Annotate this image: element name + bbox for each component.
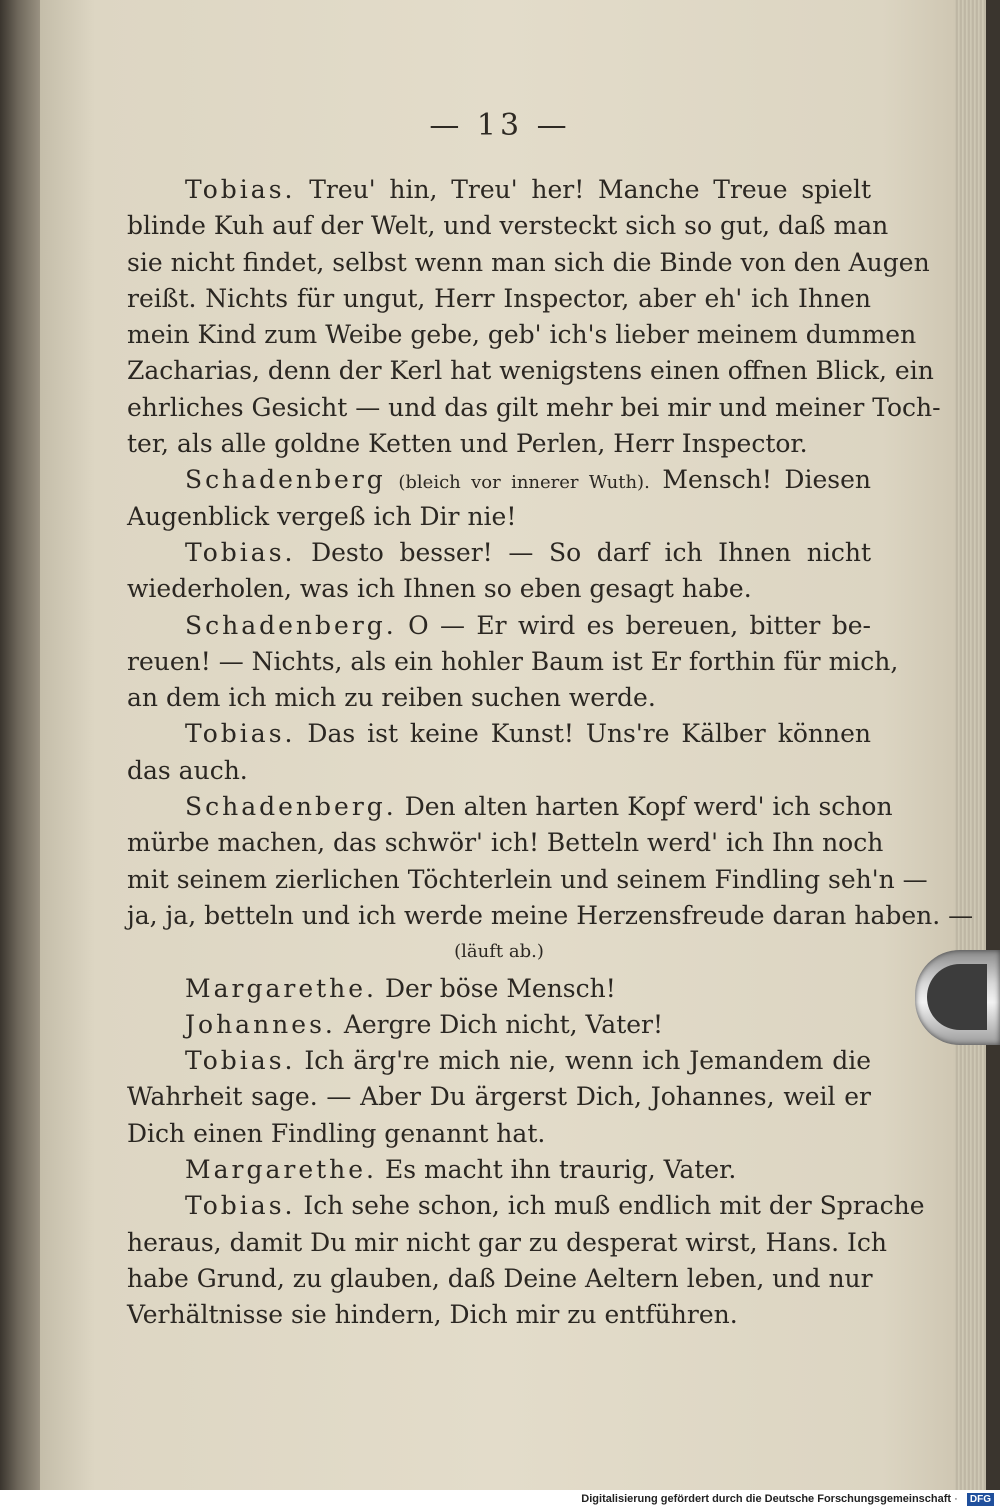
line-text: mein Kind zum Weibe gebe, geb' ich's lieber meinem dummen: [127, 320, 917, 350]
line-text: heraus, damit Du mir nicht gar zu desperat wirst, Hans. Ich: [127, 1227, 887, 1257]
speaker-name: Tobias.: [185, 1046, 296, 1076]
footer-separator: ·: [954, 1493, 958, 1505]
line-text: Es macht ihn traurig, Vater.: [384, 1155, 737, 1185]
text-line: [127, 245, 930, 281]
line-text: ter, als alle goldne Ketten und Perlen, Herr Inspector.: [127, 429, 808, 459]
text-line: [127, 390, 941, 426]
line-text: O — Er wird es bereuen, bitter be-: [408, 610, 871, 640]
line-text: mürbe machen, das schwör' ich! Betteln werd' ich Ihn noch: [127, 828, 884, 858]
text-line: [127, 571, 871, 607]
text-line: [127, 462, 871, 498]
line-text: Das ist keine Kunst! Uns're Kälber können: [307, 719, 871, 749]
speaker-name: Johannes.: [185, 1009, 336, 1039]
speaker-name: Schadenberg.: [185, 792, 397, 822]
speaker-name: Tobias.: [185, 175, 296, 204]
text-line: [127, 499, 871, 535]
text-line: [127, 1079, 871, 1115]
line-text: Wahrheit sage. — Aber Du ärgerst Dich, Johannes, weil er: [127, 1082, 871, 1112]
text-line: [127, 281, 871, 317]
text-line: [127, 1225, 887, 1261]
line-text: Mensch! Diesen: [662, 465, 871, 495]
line-text: reuen! — Nichts, als ein hohler Baum ist Er forthin für mich,: [127, 646, 899, 676]
line-text: habe Grund, zu glauben, daß Deine Aeltern leben, und nur: [127, 1263, 873, 1293]
line-text: sie nicht findet, selbst wenn man sich die Binde von den Augen: [127, 247, 930, 277]
text-line: [127, 317, 917, 353]
text-line: [127, 1188, 925, 1224]
speaker-name: Margarethe.: [185, 973, 377, 1003]
text-line: [127, 971, 871, 1007]
page-body-text: [127, 172, 974, 1334]
line-text: blinde Kuh auf der Welt, und versteckt sich so gut, daß man: [127, 211, 889, 241]
text-line: [127, 208, 889, 244]
stage-direction: (bleich vor innerer Wuth).: [398, 472, 650, 494]
text-line: [127, 898, 974, 934]
text-line: [127, 862, 928, 898]
line-text: das auch.: [127, 755, 248, 785]
text-line: [127, 934, 871, 970]
text-line: [127, 535, 871, 571]
text-line: [127, 1116, 871, 1152]
text-line: [127, 716, 871, 752]
text-line: [127, 608, 871, 644]
line-text: Den alten harten Kopf werd' ich schon: [404, 792, 893, 822]
text-line: [127, 1007, 871, 1043]
text-line: [127, 1261, 871, 1297]
line-text: Aergre Dich nicht, Vater!: [343, 1009, 664, 1039]
speaker-name: Schadenberg: [185, 465, 386, 495]
line-text: Verhältnisse sie hindern, Dich mir zu entführen.: [127, 1300, 738, 1330]
text-line: [127, 1152, 871, 1188]
scan-left-margin: [0, 0, 40, 1490]
text-line: [127, 680, 871, 716]
speaker-name: Tobias.: [185, 719, 296, 749]
line-text: an dem ich mich zu reiben suchen werde.: [127, 683, 656, 713]
line-text: Treu' hin, Treu' her! Manche Treue spielt: [309, 175, 871, 204]
text-line: [127, 1043, 871, 1079]
line-text: Desto besser! — So darf ich Ihnen nicht: [311, 537, 872, 567]
speaker-name: Tobias.: [185, 537, 296, 567]
digitization-footer: [0, 1490, 1000, 1509]
text-line: [127, 353, 934, 389]
line-text: Augenblick vergeß ich Dir nie!: [127, 501, 517, 531]
text-line: [127, 825, 884, 861]
line-text: reißt. Nichts für ungut, Herr Inspector, aber eh' ich Ihnen: [127, 283, 871, 313]
text-line: [127, 753, 871, 789]
text-line: [127, 789, 893, 825]
speaker-name: Tobias.: [185, 1191, 296, 1221]
line-text: Dich einen Findling genannt hat.: [127, 1118, 546, 1148]
text-line: [127, 644, 899, 680]
funding-note: Digitalisierung gefördert durch die Deutsche Forschungsgemeinschaft: [581, 1493, 952, 1505]
text-line: [127, 426, 871, 462]
line-text: Ich sehe schon, ich muß endlich mit der Sprache: [303, 1191, 925, 1221]
speaker-name: Margarethe.: [185, 1155, 377, 1185]
line-text: ehrliches Gesicht — und das gilt mehr bei mir und meiner Toch-: [127, 392, 941, 422]
line-text: Zacharias, denn der Kerl hat wenigstens einen offnen Blick, ein: [127, 356, 934, 386]
page-stack-edge: [955, 0, 1000, 1490]
line-text: Der böse Mensch!: [384, 973, 616, 1003]
line-text: wiederholen, was ich Ihnen so eben gesagt habe.: [127, 574, 752, 604]
line-text: ja, ja, betteln und ich werde meine Herzensfreude daran haben. —: [127, 900, 974, 930]
line-text: Ich ärg're mich nie, wenn ich Jemandem die: [304, 1046, 871, 1076]
speaker-name: Schadenberg.: [185, 610, 397, 640]
page-number: — 13 —: [429, 108, 571, 143]
dfg-logo-icon: DFG: [967, 1493, 994, 1506]
line-text: (läuft ab.): [454, 941, 544, 963]
line-text: mit seinem zierlichen Töchterlein und seinem Findling seh'n —: [127, 864, 928, 894]
text-line: [127, 1297, 871, 1333]
text-line: [127, 172, 871, 208]
clip-tab: [915, 950, 1000, 1045]
